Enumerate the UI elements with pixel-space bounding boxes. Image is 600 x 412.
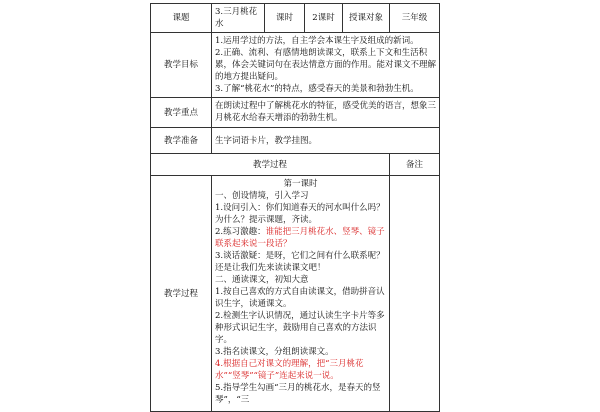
key-points-text: 在朗读过程中了解桃花水的特征，感受优美的语言，想象三月桃花水给春天增添的勃勃生机。 (212, 98, 440, 128)
process-line: 2.检测生字认识情况，通过认读生字卡片等多种形式识记生字，鼓励用自己喜欢的方法识字。 (215, 311, 385, 345)
process-header-row (151, 154, 440, 176)
process-content (212, 176, 390, 412)
key-points-row (151, 98, 440, 128)
process-line: 5.指导学生勾画“三月的桃花水，是春天的竖琴”，“三 (215, 383, 381, 405)
goals-content (212, 33, 440, 98)
goal-item: 1.运用学过的方法，自主学会本课生字及组成的新词。 (215, 36, 419, 46)
key-points-label: 教学重点 (151, 98, 212, 128)
process-line: 1.设问引入：你们知道春天的河水叫什么吗？为什么？提示课题，齐读。 (215, 203, 385, 225)
lesson-plan-table (150, 3, 440, 412)
goals-label: 教学目标 (151, 33, 212, 98)
prep-label: 教学准备 (151, 128, 212, 154)
process-line-head: 2.练习激趣： (215, 227, 266, 237)
course-label: 课题 (151, 4, 212, 33)
process-line: 3.指名读课文，分组朗读课文。 (215, 347, 334, 357)
process-row (151, 176, 440, 412)
process-line-red-full: 4.根据自己对课文的理解，把“三月桃花水”“竖琴”“镜子”连起来说一说。 (215, 359, 364, 381)
goals-row (151, 33, 440, 98)
hours-value: 2课时 (305, 4, 343, 33)
process-title: 教学过程 (151, 154, 390, 176)
prep-row (151, 128, 440, 154)
goal-item: 3.了解“桃花水”的特点，感受春天的美景和勃勃生机。 (215, 84, 419, 94)
notes-content (390, 176, 440, 412)
process-line (215, 226, 386, 250)
hours-label: 课时 (265, 4, 305, 33)
process-line: 二、通读课文，初知大意 (215, 275, 309, 285)
process-line: 一、创设情境，引入学习 (215, 191, 309, 201)
goal-item: 2.正确、流利、有感情地朗读课文，联系上下文和生活积累，体会关键词句在表达情意方面的作用。能对课文不理解的地方提出疑问。 (215, 48, 437, 82)
process-label: 教学过程 (151, 176, 212, 412)
target-label: 授课对象 (343, 4, 390, 33)
process-line: 1.按自己喜欢的方式自由读课文，借助拼音认识生字，读通课文。 (215, 287, 385, 309)
lesson-title: 第一课时 (283, 179, 318, 189)
target-value: 三年级 (390, 4, 440, 33)
header-row (151, 4, 440, 33)
process-line-red: 谁能把三月桃花水、竖琴、镜子联系起来说一段话？ (215, 227, 385, 249)
course-value: 3.三月桃花水 (212, 4, 265, 33)
process-line: 3.谈话激疑：是呀，它们之间有什么联系呢？还是让我们先来读读课文吧！ (215, 251, 385, 273)
prep-text: 生字词语卡片，教学挂图。 (212, 128, 440, 154)
notes-title: 备注 (390, 154, 440, 176)
